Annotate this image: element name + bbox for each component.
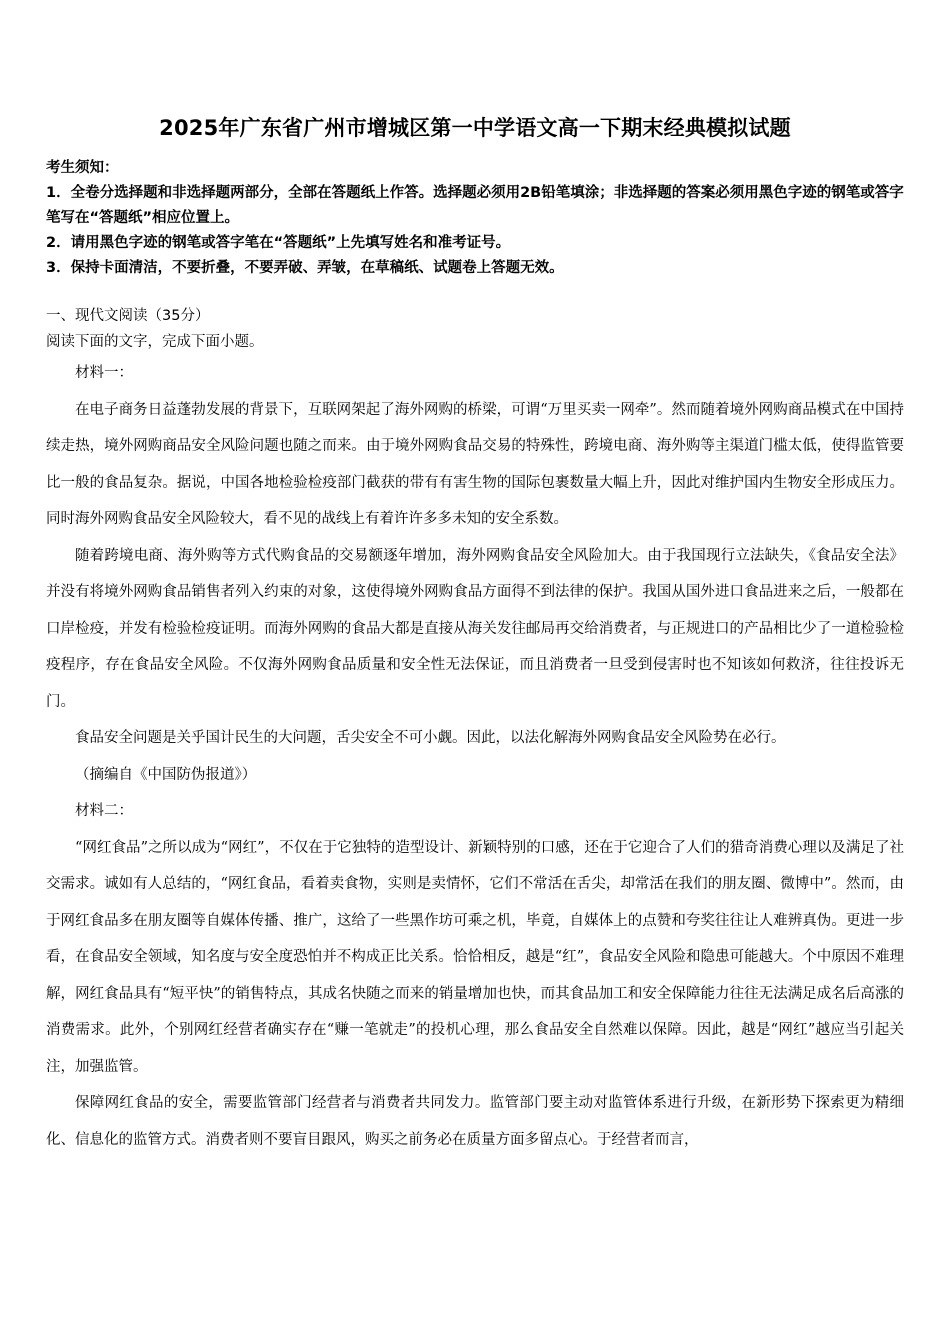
notice-item-1: 1．全卷分选择题和非选择题两部分，全部在答题纸上作答。选择题必须用2B铅笔填涂；非选择题的答案必须用黑色字迹的钢笔或答字笔写在“答题纸”相应位置上。 xyxy=(46,185,904,226)
notice-item-3: 3．保持卡面清洁，不要折叠，不要弄破、弄皱，在草稿纸、试题卷上答题无效。 xyxy=(46,260,564,276)
material1-paragraph-2: 随着跨境电商、海外购等方式代购食品的交易额逐年增加，海外网购食品安全风险加大。由于我国现行立法缺失，《食品安全法》并没有将境外网购食品销售者列入约束的对象，这使得境外网购食品方面得不到法律的保护。我国从国外进口食品进来之后，一般都在口岸检疫，并发有检验检疫证明。而海外网购的食品大都是直接从海关发往邮局再交给消费者，与正规进口的产品相比少了一道检验检疫程序，存在食品安全风险。不仅海外网购食品质量和安全性无法保证，而且消费者一旦受到侵害时也不知该如何救济，往往投诉无门。 xyxy=(46,547,904,710)
section-heading: 一、现代文阅读（35分） xyxy=(46,308,210,324)
material2-paragraph-1: “网红食品”之所以成为“网红”，不仅在于它独特的造型设计、新颖特别的口感，还在于它迎合了人们的猎奇消费心理以及满足了社交需求。诚如有人总结的，“网红食品，看着卖食物，实则是卖情怀，它们不常活在舌尖，却常活在我们的朋友圈、微博中”。然而，由于网红食品多在朋友圈等自媒体传播、推广，这给了一些黑作坊可乘之机，毕竟，自媒体上的点赞和夸奖往往让人难辨真伪。更进一步看，在食品安全领域，知名度与安全度恐怕并不构成正比关系。恰恰相反，越是“红”，食品安全风险和隐患可能越大。个中原因不难理解，网红食品具有“短平快”的销售特点，其成名快随之而来的销量增加也快，而其食品加工和安全保障能力往往无法满足成名后高涨的消费需求。此外，个别网红经营者确实存在“赚一笔就走”的投机心理，那么食品安全自然难以保障。因此，越是“网红”越应当引起关注，加强监管。 xyxy=(46,839,904,1075)
notice-heading: 考生须知： xyxy=(46,160,119,176)
notice-item-2: 2．请用黑色字迹的钢笔或答字笔在“答题纸”上先填写姓名和准考证号。 xyxy=(46,235,511,251)
material1-source: （摘编自《中国防伪报道》） xyxy=(75,766,257,783)
material1-label: 材料一： xyxy=(75,365,133,381)
material1-paragraph-1: 在电子商务日益蓬勃发展的背景下，互联网架起了海外网购的桥梁，可谓“万里买卖一网牵”。然而随着境外网购商品模式在中国持续走热，境外网购商品安全风险问题也随之而来。由于境外网购食品交易的特殊性，跨境电商、海外购等主渠道门槛太低，使得监管要比一般的食品复杂。据说，中国各地检验检疫部门截获的带有有害生物的国际包裹数量大幅上升，因此对维护国内生物安全形成压力。同时海外网购食品安全风险较大，看不见的战线上有着许许多多未知的安全系数。 xyxy=(46,401,904,527)
material2-label: 材料二： xyxy=(75,803,133,819)
reading-passage xyxy=(46,355,904,1158)
candidate-notice xyxy=(46,156,904,281)
material1-paragraph-3: 食品安全问题是关乎国计民生的大问题，舌尖安全不可小觑。因此，以法化解海外网购食品安全风险势在必行。 xyxy=(75,730,786,746)
exam-title: 2025年广东省广州市增城区第一中学语文高一下期末经典模拟试题 xyxy=(159,116,791,140)
reading-instruction: 阅读下面的文字，完成下面小题。 xyxy=(46,334,264,350)
material2-paragraph-2: 保障网红食品的安全，需要监管部门经营者与消费者共同发力。监管部门要主动对监管体系进行升级，在新形势下探索更为精细化、信息化的监管方式。消费者则不要盲目跟风，购买之前务必在质量方面多留点心。于经营者而言， xyxy=(46,1095,904,1148)
